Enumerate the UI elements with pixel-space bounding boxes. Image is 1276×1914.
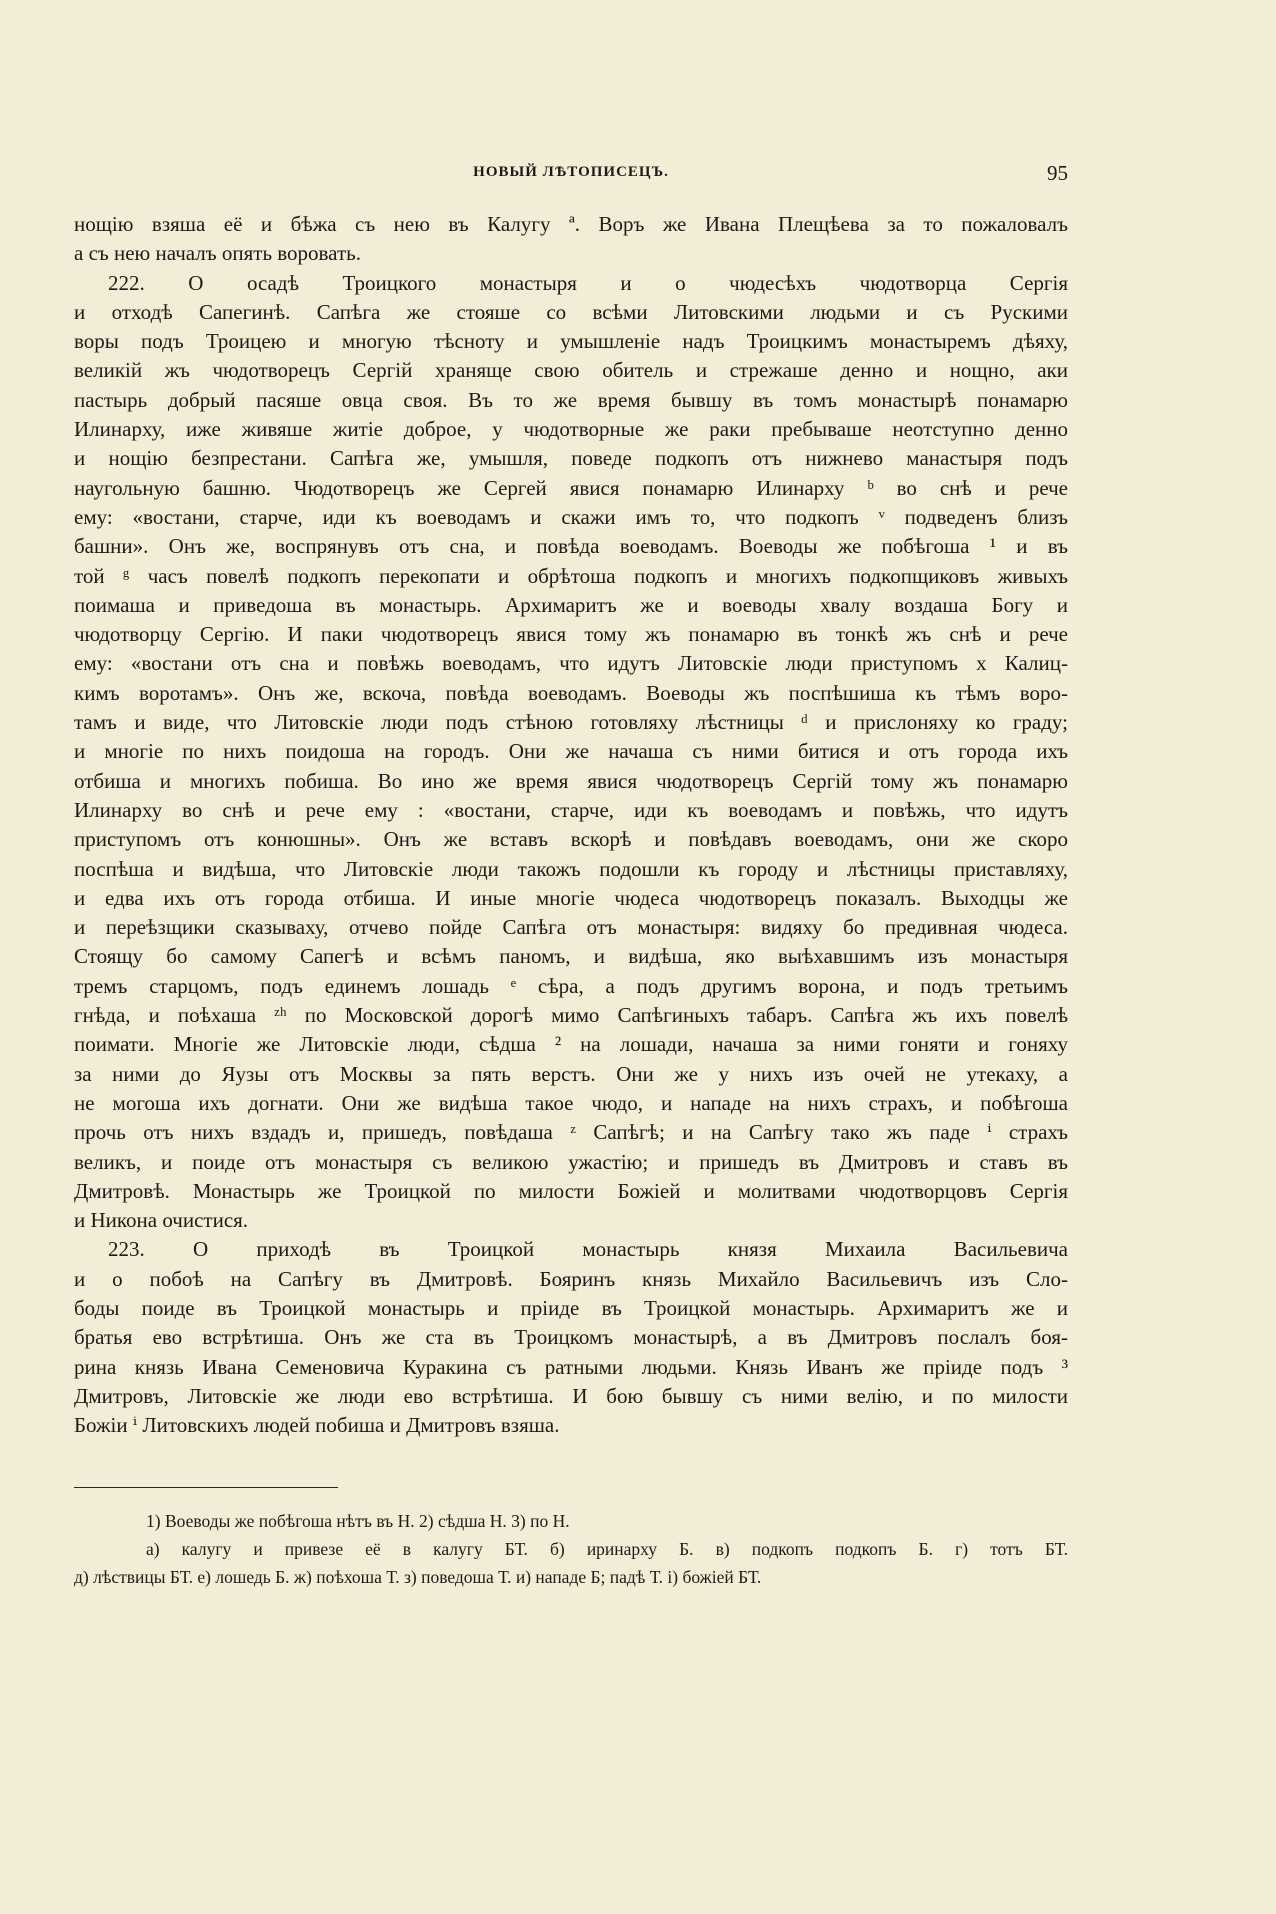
page-header xyxy=(74,161,1068,188)
text-line: пастырь добрый пасяше овца своя. Въ то же время бывшу въ томъ монастырѣ понамарю xyxy=(74,387,1068,412)
text-line: 223. О приходѣ въ Троицкой монастырь князя Михаила Васильевича xyxy=(108,1237,1068,1262)
text-line: отбиша и многихъ побиша. Во ино же время явися чюдотворецъ Сергій тому жъ понамарю xyxy=(74,768,1068,793)
text-line: воры подъ Троицею и многую тѣсноту и умышленіе надъ Троицкимъ монастыремъ дѣяху, xyxy=(74,329,1068,354)
text-line: чюдотворцу Сергію. И паки чюдотворецъ явися тому жъ понамарю въ тонкѣ жъ снѣ и рече xyxy=(74,622,1068,647)
text-line: и переѣзщики сказываху, отчево пойде Сапѣга отъ монастыря: видяху бо предивная чюдеса. xyxy=(74,915,1068,940)
text-line: и нощію безпрестани. Сапѣга же, умышля, поведе подкопъ отъ нижнево манастыря подъ xyxy=(74,446,1068,471)
text-line: тамъ и виде, что Литовскіе люди подъ стѣною готовляху лѣстницы ᵈ и прислоняху ко граду; xyxy=(74,710,1068,735)
text-line: боды поиде въ Троицкой монастырь и пріиде въ Троицкой монастырь. Архимаритъ же и xyxy=(74,1295,1068,1320)
text-line: Илинарху во снѣ и рече ему : «востани, старче, иди къ воеводамъ и повѣжь, что идутъ xyxy=(74,797,1068,822)
text-line: и Никона очистися. xyxy=(74,1208,249,1233)
footnote-line: д) лѣствицы БТ. е) лошедь Б. ж) поѣхоша Т. з) поведоша Т. и) нападе Б; падѣ Т. і) божіей БТ. xyxy=(74,1567,762,1587)
text-line: великъ, и поиде отъ монастыря съ великою ужастію; и пришедъ въ Дмитровъ и ставъ въ xyxy=(74,1149,1068,1174)
text-line: и о побоѣ на Сапѣгу въ Дмитровѣ. Бояринъ князь Михайло Васильевичъ изъ Сло- xyxy=(74,1266,1068,1291)
text-line: той ᵍ часъ повелѣ подкопъ перекопати и обрѣтоша подкопъ и многихъ подкопщиковъ живыхъ xyxy=(74,563,1068,588)
text-line: Дмитровъ, Литовскіе же люди ево встрѣтиша. И бою бывшу съ ними велію, и по милости xyxy=(74,1383,1068,1408)
text-line: Илинарху, иже живяше житіе доброе, у чюдотворные же раки пребываше неотступно денно xyxy=(74,417,1068,442)
text-line: и отходѣ Сапегинѣ. Сапѣга же стояше со всѣми Литовскими людьми и съ Рускими xyxy=(74,299,1068,324)
text-line: прочь отъ нихъ вздадъ и, пришедъ, повѣдаша ᶻ Сапѣгѣ; и на Сапѣгу тако жъ паде ⁱ страхъ xyxy=(74,1120,1068,1145)
body-text xyxy=(74,210,1068,1440)
text-line: кимъ воротамъ». Онъ же, вскоча, повѣда воеводамъ. Воеводы жъ поспѣшиша къ тѣмъ воро- xyxy=(74,680,1068,705)
text-line: Божіи ⁱ Литовскихъ людей побиша и Дмитровъ взяша. xyxy=(74,1413,560,1438)
text-line: наугольную башню. Чюдотворецъ же Сергей явися понамарю Илинарху ᵇ во снѣ и рече xyxy=(74,475,1068,500)
text-line: и едва ихъ отъ города отбиша. И иные многіе чюдеса чюдотворецъ показалъ. Выходцы же xyxy=(74,885,1068,910)
text-line: гнѣда, и поѣхаша ᶻʰ по Московской дорогѣ мимо Сапѣгиныхъ табаръ. Сапѣга жъ ихъ повелѣ xyxy=(74,1003,1068,1028)
text-line: 222. О осадѣ Троицкого монастыря и о чюдесѣхъ чюдотворца Сергія xyxy=(108,270,1068,295)
text-line: и многіе по нихъ поидоша на городъ. Они же начаша съ ними битися и отъ города ихъ xyxy=(74,739,1068,764)
text-line: Стоящу бо самому Сапегѣ и всѣмъ паномъ, и видѣша, яко выѣхавшимъ изъ монастыря xyxy=(74,944,1068,969)
text-line: башни». Онъ же, воспрянувъ отъ сна, и повѣда воеводамъ. Воеводы же побѣгоша ¹ и въ xyxy=(74,534,1068,559)
text-line: братья ево встрѣтиша. Онъ же ста въ Троицкомъ монастырѣ, а въ Дмитровъ послалъ боя- xyxy=(74,1325,1068,1350)
text-line: поспѣша и видѣша, что Литовскіе люди такожъ подошли къ городу и лѣстницы приставляху, xyxy=(74,856,1068,881)
text-line: Дмитровѣ. Монастырь же Троицкой по милости Божіей и молитвами чюдотворцовъ Сергія xyxy=(74,1178,1068,1203)
text-line: приступомъ отъ конюшны». Онъ же вставъ вскорѣ и повѣдавъ воеводамъ, они же скоро xyxy=(74,827,1068,852)
footnote-divider xyxy=(74,1487,338,1488)
text-line: не могоша ихъ догнати. Они же видѣша такое чюдо, и нападе на нихъ страхъ, и побѣгоша xyxy=(74,1090,1068,1115)
text-line: великій жъ чюдотворецъ Сергій храняще свою обитель и стрежаше денно и нощно, аки xyxy=(74,358,1068,383)
text-line: поимаша и приведоша въ монастырь. Архимаритъ же и воеводы хвалу воздаша Богу и xyxy=(74,592,1068,617)
running-title: НОВЫЙ ЛѢТОПИСЕЦЪ. xyxy=(473,164,669,180)
text-line: ему: «востани отъ сна и повѣжь воеводамъ, что идутъ Литовскіе люди приступомъ х Калиц- xyxy=(74,651,1068,676)
text-line: нощію взяша её и бѣжа съ нею въ Калугу ª. Воръ же Ивана Плещѣева за то пожаловалъ xyxy=(74,212,1068,236)
footnote-line: а) калугу и привезе её в калугу БТ. б) иринарху Б. в) подкопъ подкопъ Б. г) тотъ БТ. xyxy=(146,1539,1068,1559)
page-number: 95 xyxy=(1047,161,1068,185)
text-line: рина князь Ивана Семеновича Куракина съ ратными людьми. Князь Иванъ же пріиде подъ ³ xyxy=(74,1354,1068,1379)
text-line: за ними до Яузы отъ Москвы за пять верстъ. Они же у нихъ изъ очей не утекаху, а xyxy=(74,1061,1068,1086)
footnote-line: 1) Воеводы же побѣгоша нѣтъ въ Н. 2) сѣдша Н. 3) по Н. xyxy=(146,1511,570,1531)
text-line: тремъ старцомъ, подъ единемъ лошадь ᵉ сѣра, а подъ другимъ ворона, и подъ третьимъ xyxy=(74,973,1068,998)
text-line: поимати. Многіе же Литовскіе люди, сѣдша ² на лошади, начаша за ними гоняти и гоняху xyxy=(74,1032,1068,1057)
footnotes xyxy=(74,1507,1068,1591)
text-line: а съ нею началъ опять воровать. xyxy=(74,241,361,266)
text-line: ему: «востани, старче, иди къ воеводамъ и скажи имъ то, что подкопъ ᵛ подведенъ близъ xyxy=(74,504,1068,529)
